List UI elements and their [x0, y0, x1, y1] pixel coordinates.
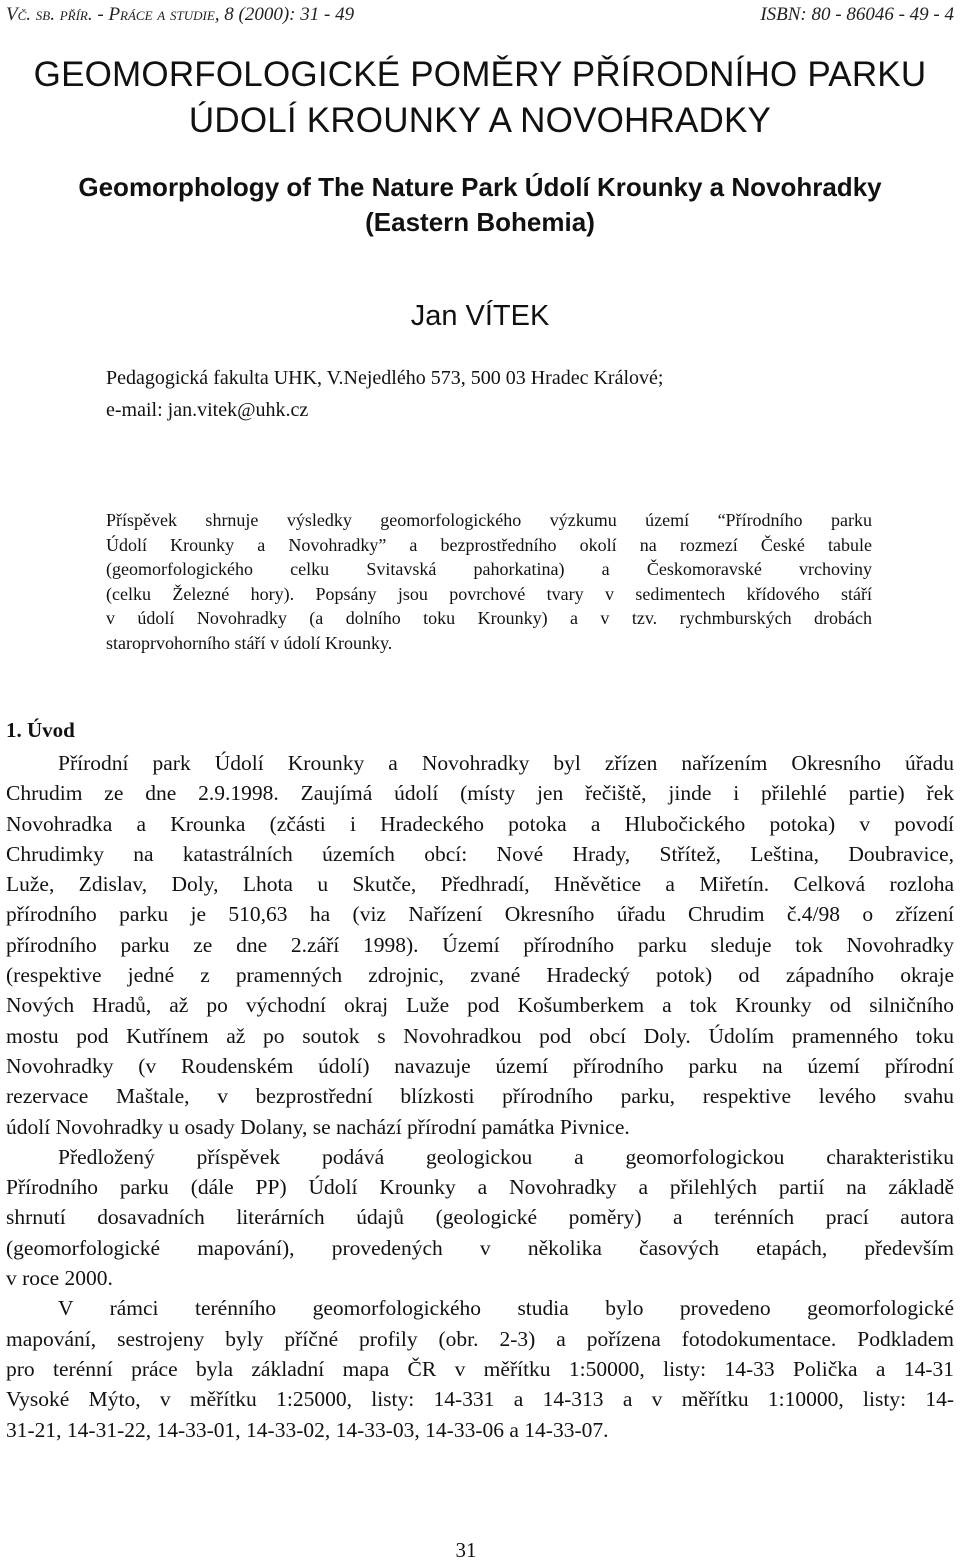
body-line: Luže, Zdislav, Doly, Lhota u Skutče, Předhradí, Hněvětice a Miřetín. Celková rozloha — [6, 872, 954, 897]
body-line: rezervace Maštale, v bezprostřední blízkosti přírodního parku, respektive levého svahu — [6, 1084, 954, 1109]
body-line: Novohradky (v Roudenském údolí) navazuje území přírodního parku na území přírodní — [6, 1053, 954, 1078]
body-line: 31-21, 14-31-22, 14-33-01, 14-33-02, 14-33-03, 14-33-06 a 14-33-07. — [6, 1417, 609, 1442]
abstract-line: Údolí Krounky a Novohradky” a bezprostředního okolí na rozmezí České tabule — [106, 534, 872, 555]
body-line: Přírodního parku (dále PP) Údolí Krounky a Novohradky a přilehlých partií na základě — [6, 1175, 954, 1200]
english-title-line-2: (Eastern Bohemia) — [365, 207, 595, 237]
section-body — [6, 748, 954, 1445]
body-line: údolí Novohradky u osady Dolany, se nachází přírodní památka Pivnice. — [6, 1114, 630, 1139]
abstract — [106, 508, 872, 655]
affiliation-address: Pedagogická fakulta UHK, V.Nejedlého 573, 500 03 Hradec Králové; — [106, 367, 664, 389]
body-line: Chrudimky na katastrálních územích obcí: Nové Hrady, Střítež, Leština, Doubravice, — [6, 841, 954, 866]
body-line: Novohradka a Krounka (zčásti i Hradeckého potoka a Hlubočického potoka) v povodí — [6, 811, 954, 836]
body-line: přírodního parku ze dne 2.září 1998). Území přírodního parku sleduje tok Novohradky — [6, 932, 954, 957]
body-line: (respektive jedné z pramenných zdrojnic, zvané Hradecký potok) od západního okraje — [6, 963, 954, 988]
body-line: (geomorfologické mapování), provedených v několika časových etapách, především — [6, 1235, 954, 1260]
page-number: 31 — [455, 1538, 477, 1562]
body-line: Předložený příspěvek podává geologickou a geomorfologickou charakteristiku — [58, 1144, 954, 1169]
body-line: Přírodní park Údolí Krounky a Novohradky byl zřízen nařízením Okresního úřadu — [58, 751, 954, 775]
body-line: Nových Hradů, až po východní okraj Luže pod Košumberkem a tok Krounky od silničního — [6, 993, 954, 1018]
paper-title-line-2: ÚDOLÍ KROUNKY A NOVOHRADKY — [188, 101, 772, 140]
body-line: přírodního parku je 510,63 ha (viz Nařízení Okresního úřadu Chrudim č.4/98 o zřízení — [6, 902, 954, 927]
abstract-line: (geomorfologického celku Svitavská pahorkatina) a Českomoravské vrchoviny — [106, 559, 872, 579]
abstract-line: v údolí Novohradky (a dolního toku Krounky) a v tzv. rychmburských drobách — [106, 608, 872, 628]
running-head — [6, 4, 954, 30]
paper-title-line-1: GEOMORFOLOGICKÉ POMĚRY PŘÍRODNÍHO PARKU — [33, 55, 927, 94]
body-line: Chrudim ze dne 2.9.1998. Zaujímá údolí (místy jen řečiště, jinde i přilehlé partie) řek — [6, 781, 954, 806]
body-line: pro terénní práce byla základní mapa ČR v měřítku 1:50000, listy: 14-33 Polička a 14-31 — [6, 1356, 954, 1381]
body-line: Vysoké Mýto, v měřítku 1:25000, listy: 14-331 a 14-313 a v měřítku 1:10000, listy: 14- — [6, 1387, 954, 1412]
isbn: ISBN: 80 - 86046 - 49 - 4 — [760, 4, 954, 25]
section-heading: 1. Úvod — [6, 718, 75, 742]
body-line: v roce 2000. — [6, 1266, 113, 1291]
journal-citation: Vč. sb. přír. - Práce a studie, 8 (2000): 31 - 49 — [6, 4, 355, 25]
body-line: V rámci terénního geomorfologického studia bylo provedeno geomorfologické — [58, 1296, 954, 1321]
english-title-line-1: Geomorphology of The Nature Park Údolí Krounky a Novohradky — [78, 172, 882, 202]
abstract-line: Příspěvek shrnuje výsledky geomorfologického výzkumu území “Přírodního parku — [106, 510, 872, 530]
abstract-line: staroprvohorního stáří v údolí Krounky. — [106, 632, 393, 653]
abstract-line: (celku Železné hory). Popsány jsou povrchové tvary v sedimentech křídového stáří — [106, 583, 872, 604]
body-line: mapování, sestrojeny byly příčné profily (obr. 2-3) a pořízena fotodokumentace. Podkladem — [6, 1326, 954, 1351]
author-name: Jan VÍTEK — [410, 300, 550, 332]
body-line: shrnutí dosavadních literárních údajů (geologické poměry) a terénních prací autora — [6, 1205, 954, 1230]
affiliation-email: e-mail: jan.vitek@uhk.cz — [106, 399, 309, 421]
body-line: mostu pod Kutřínem až po soutok s Novohradkou pod obcí Doly. Údolím pramenného toku — [6, 1023, 954, 1048]
